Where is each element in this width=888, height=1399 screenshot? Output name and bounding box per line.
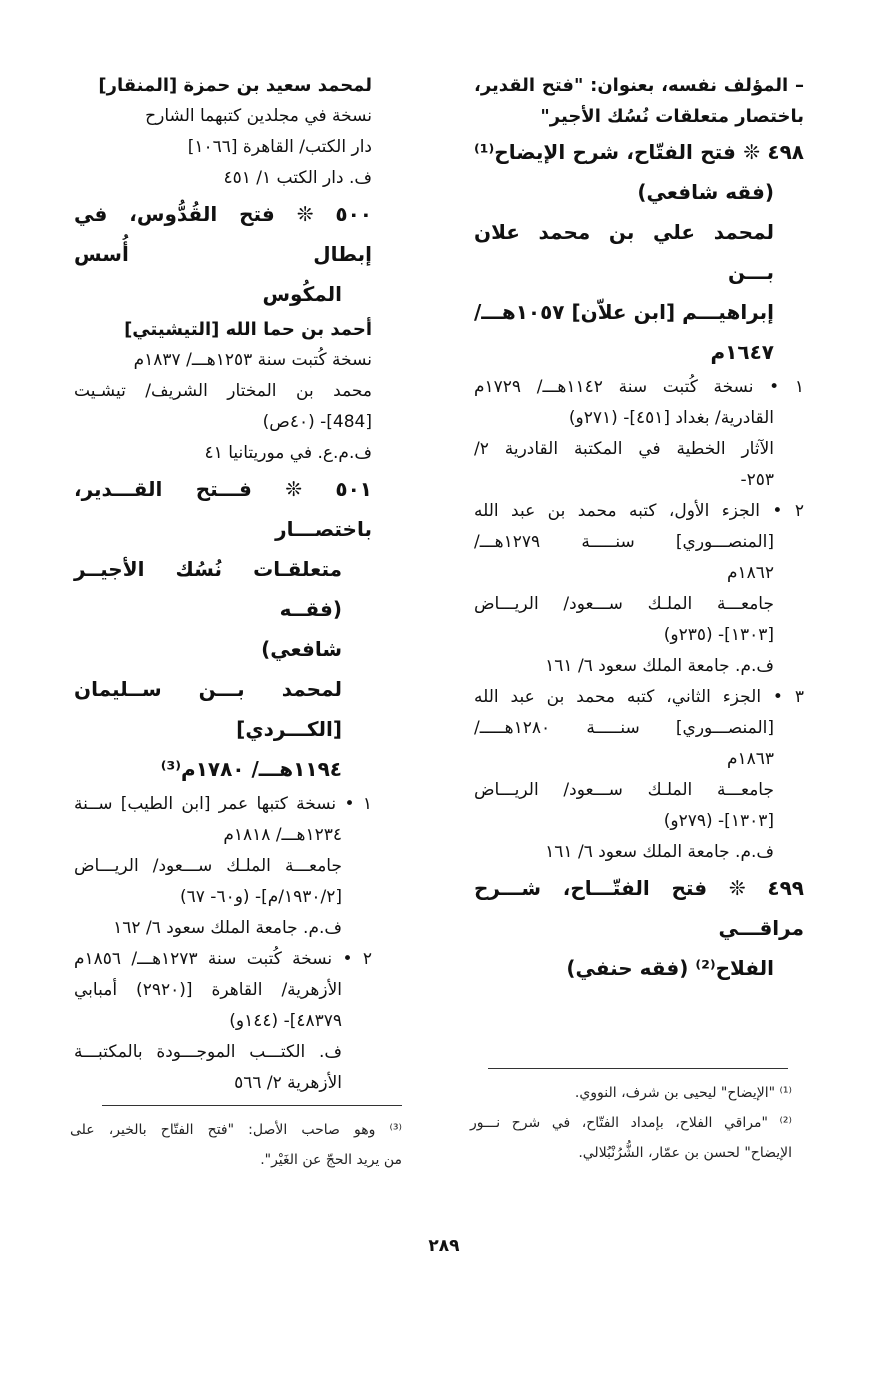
footnote-line: ⁽³⁾ وهو صاحب الأصل: "فتح الفتّاح بالخير، على — [70, 1122, 402, 1138]
right-column-line: (فقه شافعي) — [637, 180, 774, 204]
right-column-line: الآثار الخطية في المكتبة القادرية ٢/ — [474, 439, 774, 459]
right-column-line: ٤٩٩ ❊ فتح الفتّـــاح، شـــرح مراقـــي — [474, 876, 804, 940]
footnote-rule-left — [102, 1105, 402, 1106]
left-column-line: ٢ • نسخة كُتبت سنة ١٢٧٣هـــ/ ١٨٥٦م — [74, 949, 372, 969]
footnote-rule-right — [488, 1068, 788, 1069]
right-column-line: ٣ • الجزء الثاني، كتبه محمد بن عبد الله — [474, 687, 804, 707]
right-column-line: ١ • نسخة كُتبت سنة ١١٤٢هـــ/ ١٧٢٩م — [474, 377, 804, 397]
right-column-line: [١٣٠٣]- (٢٧٩و) — [663, 811, 774, 831]
left-column-line: شافعي) — [261, 637, 342, 661]
right-column-line: لمحمد علي بن محمد علان بـــن — [474, 220, 774, 284]
left-column-line: ف. الكتـــب الموجـــودة بالمكتبـــة — [74, 1042, 342, 1062]
right-column — [474, 70, 804, 988]
left-column-line: أحمد بن حما الله [التيشيتي] — [124, 319, 372, 340]
left-column-line: ٥٠٠ ❊ فتح القُدُّوس، في إبطال أُسس — [74, 202, 372, 266]
left-column-line: ١١٩٤هـــ/ ١٧٨٠م⁽³⁾ — [160, 757, 342, 781]
footnote-line: ⁽¹⁾ "الإيضاح" ليحيى بن شرف، النووي. — [574, 1085, 792, 1101]
left-column-line: الأزهرية ٢/ ٥٦٦ — [234, 1073, 342, 1093]
right-column-line: ١٨٦٢م — [726, 563, 774, 583]
left-column-line: ف.م.ع. في موريتانيا ٤١ — [204, 443, 372, 463]
footnote-line: الإيضاح" لحسن بن عمّار، الشُّرُنْبُلالي. — [578, 1145, 792, 1161]
left-column-line: ٥٠١ ❊ فـــتح القـــدير، باختصـــار — [74, 477, 372, 541]
left-column-line: لمحمد بـــن ســليمان [الكـــردي] — [74, 677, 342, 741]
footnotes-left — [70, 1115, 402, 1175]
right-column-line: [المنصـــوري] سنـــــة ١٢٧٩هـــ/ — [474, 532, 774, 552]
right-column-line: ف.م. جامعة الملك سعود ٦/ ١٦١ — [545, 656, 774, 676]
left-column-line: نسخة كُتبت سنة ١٢٥٣هـــ/ ١٨٣٧م — [133, 350, 372, 370]
right-column-line: الفلاح⁽²⁾ (فقه حنفي) — [566, 956, 774, 980]
right-column-line: – المؤلف نفسه، بعنوان: "فتح القدير، — [474, 75, 804, 96]
right-column-line: إبراهيـــم [ابن علاّن] ١٠٥٧هـــ/ — [474, 300, 774, 324]
footnote-line: من يريد الحجّ عن الغَيْر". — [260, 1152, 402, 1168]
footnote-line: ⁽²⁾ "مراقي الفلاح، بإمداد الفتّاح، في شرح نـــور — [470, 1115, 792, 1131]
left-column-line: ٤٨٣٧٩]- (١٤٤و) — [229, 1011, 342, 1031]
left-column-line: جامعـــة الملـك ســـعود/ الريـــاض — [74, 856, 342, 876]
right-column-line: جامعـــة الملـك ســـعود/ الريـــاض — [474, 780, 774, 800]
left-column-line: ١٢٣٤هـــ/ ١٨١٨م — [223, 825, 342, 845]
left-column-line: المكُوس — [262, 282, 342, 306]
left-column-line: دار الكتب/ القاهرة [١٠٦٦] — [187, 137, 372, 157]
right-column-line: ١٦٤٧م — [710, 340, 774, 364]
page-number: ٢٨٩ — [428, 1236, 460, 1256]
right-column-line: ف.م. جامعة الملك سعود ٦/ ١٦١ — [545, 842, 774, 862]
left-column-line: ف. دار الكتب ١/ ٤٥١ — [223, 168, 372, 188]
left-column-line: محمد بن المختار الشريف/ تيشـيت — [74, 381, 372, 401]
left-column-line: نسخة في مجلدين كتبهما الشارح — [145, 106, 372, 126]
right-column-line: القادرية/ بغداد [٤٥١]- (٢٧١و) — [568, 408, 774, 428]
right-column-line: ٤٩٨ ❊ فتح الفتّاح، شرح الإيضاح⁽¹⁾ — [474, 140, 804, 164]
right-column-line: باختصار متعلقات نُسُك الأجير" — [540, 106, 804, 127]
right-column-line: جامعـــة الملـك ســـعود/ الريـــاض — [474, 594, 774, 614]
left-column — [74, 70, 372, 1099]
left-column-line: الأزهرية/ القاهرة [(٢٩٢٠) أمبابي — [74, 980, 342, 1000]
right-column-line: ٢٥٣- — [740, 470, 774, 490]
left-column-line: متعلقـات نُسُك الأجيــر (فقــه — [74, 557, 342, 621]
left-column-line: [484]- (٤٠ص) — [262, 412, 372, 432]
left-column-line: [١٩٣٠/٢/م]- (و٦٠- ٦٧) — [179, 887, 342, 907]
left-column-line: ١ • نسخة كتبها عمر [ابن الطيب] ســنة — [74, 794, 372, 814]
right-column-line: ١٨٦٣م — [726, 749, 774, 769]
right-column-line: [المنصـــوري] سنـــــة ١٢٨٠هـــــ/ — [474, 718, 774, 738]
left-column-line: ف.م. جامعة الملك سعود ٦/ ١٦٢ — [113, 918, 342, 938]
right-column-line: ٢ • الجزء الأول، كتبه محمد بن عبد الله — [474, 501, 804, 521]
right-column-line: [١٣٠٣]- (٢٣٥و) — [663, 625, 774, 645]
footnotes-right — [470, 1078, 792, 1168]
left-column-line: لمحمد سعيد بن حمزة [المنقار] — [98, 75, 372, 96]
